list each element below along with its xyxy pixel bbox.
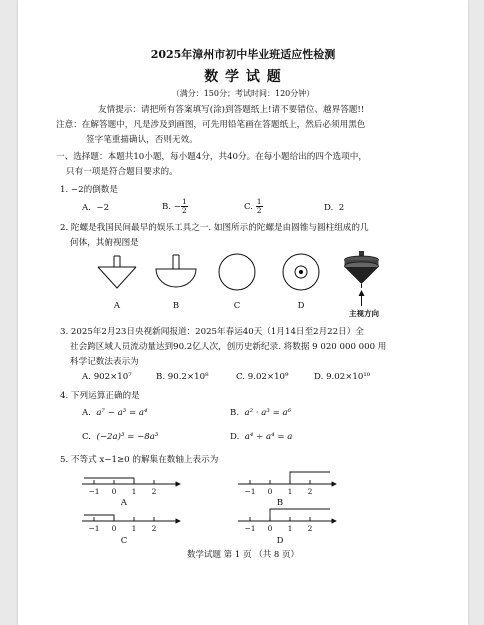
tick-label: 0 [111, 487, 117, 496]
q5-label-b: B [276, 498, 284, 508]
q1-option-a: A. −2 [82, 203, 110, 213]
tick-label: 1 [287, 524, 293, 533]
exam-title: 2025年漳州市初中毕业班适应性检测 [150, 48, 336, 61]
q2-label-c: C [233, 301, 241, 311]
q4-option-d: D. a⁴ ÷ a⁴ = a [230, 432, 293, 442]
q5-axis-d [238, 509, 336, 521]
q3-option-c: C. 9.02×10⁹ [236, 372, 289, 382]
q2-stem-1: 2. 陀螺是我国民间最早的娱乐工具之一. 如图所示的陀螺是由圆锥与圆柱组成的几 [60, 223, 369, 233]
q1-option-c: C. $\frac{1}{2}$ [244, 197, 262, 215]
subject-title: 数 学 试 题 [204, 69, 282, 85]
q2-figure-c [219, 254, 255, 290]
q5-axis-b [238, 472, 336, 484]
tick-label: 0 [111, 524, 117, 533]
tip-line: 友情提示：请把所有答案填写(涂)到答题纸上!请不要错位、越界答题!! [98, 105, 365, 115]
section1-heading-2: 只有一项是符合题目要求的。 [66, 167, 178, 177]
q1-option-d: D. 2 [324, 203, 345, 213]
q2-label-a: A [113, 301, 121, 311]
q5-axis-a [82, 478, 180, 484]
note-line-2: 签字笔重描确认，否则无效。 [86, 135, 198, 145]
q2-figure-d [283, 254, 319, 290]
tick-label: 2 [151, 487, 157, 496]
exam-page [18, 0, 468, 625]
tick-label: 2 [151, 524, 157, 533]
q1-option-b: B. − $\frac{1}{2}$ [162, 197, 187, 215]
q3-stem-2: 社会跨区域人员流动量达到90.2亿人次，创历史新纪录. 将数据 9 020 000 000 用 [70, 342, 387, 352]
q2-stem-2: 何体，其俯视图是 [70, 238, 139, 248]
page-footer: 数学试题 第 1 页 （共 8 页） [186, 550, 300, 560]
q4-option-a: A. a⁷ − a³ = a⁴ [82, 408, 148, 418]
tick-label: −1 [244, 524, 256, 533]
q2-figure-a [98, 256, 136, 288]
q1-stem: 1. −2的倒数是 [60, 185, 118, 195]
tick-label: 0 [267, 487, 273, 496]
q3-stem-3: 科学记数法表示为 [70, 357, 139, 367]
q3-stem-1: 3. 2025年2月23日央视新闻报道：2025年春运40天（1月14日至2月22日）全 [60, 327, 364, 337]
tick-label: 1 [287, 487, 293, 496]
q5-label-c: C [120, 536, 128, 546]
note-line-1: 注意：在解答题中，凡是涉及到画图，可先用铅笔画在答题纸上，然后必须用黑色 [56, 120, 366, 130]
q5-number-lines [18, 466, 468, 546]
q5-axis-c [82, 515, 180, 521]
exam-info: （满分：150分；考试时间：120分钟） [171, 89, 315, 98]
tick-label: −1 [88, 487, 100, 496]
q4-option-b: B. a² · a³ = a⁶ [230, 408, 292, 418]
q5-label-d: D [276, 536, 284, 546]
q3-option-d: D. 9.02×10¹⁰ [314, 372, 371, 382]
tick-label: 0 [267, 524, 273, 533]
tick-label: 1 [131, 487, 137, 496]
tick-label: −1 [88, 524, 100, 533]
q5-label-a: A [120, 498, 128, 508]
section1-heading-1: 一、选择题：本题共10小题，每小题4分，共40分。在每小题给出的四个选项中， [56, 152, 367, 162]
tick-label: −1 [244, 487, 256, 496]
q3-option-b: B. 90.2×10⁸ [156, 372, 209, 382]
spinning-top-figure [345, 251, 379, 306]
q5-stem: 5. 不等式 x−1≥0 的解集在数轴上表示为 [60, 455, 219, 465]
tick-label: 1 [131, 524, 137, 533]
q2-label-d: D [297, 301, 305, 311]
q2-label-b: B [172, 301, 180, 311]
q4-stem: 4. 下列运算正确的是 [60, 391, 140, 401]
q3-option-a: A. 902×10⁷ [82, 372, 132, 382]
view-direction-label: 主视方向 [349, 309, 379, 318]
tick-label: 2 [307, 487, 313, 496]
q4-option-c: C. (−2a)³ = −8a³ [82, 432, 159, 442]
q2-figures [18, 250, 468, 330]
tick-label: 2 [307, 524, 313, 533]
q2-figure-b [156, 255, 196, 287]
